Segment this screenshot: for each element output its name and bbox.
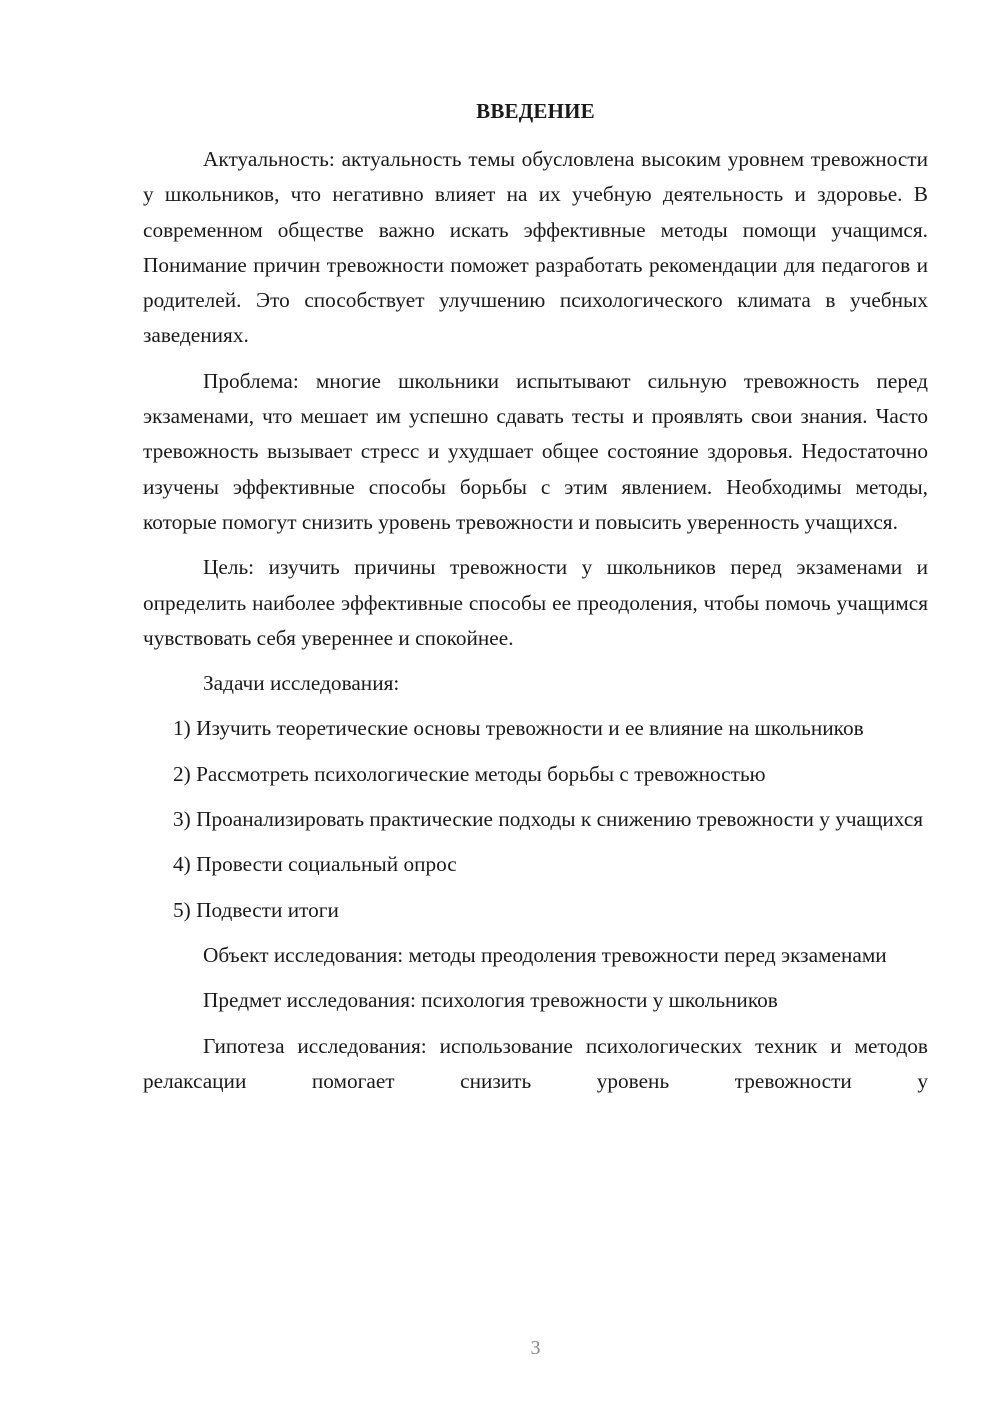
task-item: 2) Рассмотреть психологические методы борьбы с тревожностью (173, 761, 766, 786)
task-item: 3) Проанализировать практические подходы к снижению тревожности у учащихся (173, 807, 924, 832)
document-page (143, 0, 928, 1414)
problem-paragraph: Проблема: многие школьники испытывают сильную тревожность перед экзаменами, что мешает им успешно сдавать тесты и проявлять свои знания. Часто тревожность вызывает стресс и ухудшает общее состояние здоровья. Недостаточно изучены эффективные способы борьбы с этим явлением. Необходимы методы, которые помогут снизить уровень тревожности и повысить уверенность учащихся. (143, 368, 928, 534)
document-body (143, 142, 928, 1109)
goal-paragraph: Цель: изучить причины тревожности у школьников перед экзаменами и определить наиболее эффективные способы ее преодоления, чтобы помочь учащимся чувствовать себя увереннее и спокойнее. (143, 555, 928, 650)
task-item: 1) Изучить теоретические основы тревожности и ее влияние на школьников (173, 716, 864, 741)
object-paragraph: Объект исследования: методы преодоления тревожности перед экзаменами (203, 942, 887, 967)
tasks-heading: Задачи исследования: (203, 671, 400, 696)
page-number: 3 (530, 1337, 541, 1359)
section-title: ВВЕДЕНИЕ (476, 99, 595, 123)
task-item: 4) Провести социальный опрос (173, 852, 457, 877)
task-item: 5) Подвести итоги (173, 897, 339, 922)
hypothesis-paragraph: Гипотеза исследования: использование психологических техник и методов релаксации помогает снизить уровень тревожности у (143, 1033, 928, 1093)
relevance-paragraph: Актуальность: актуальность темы обусловлена высоким уровнем тревожности у школьников, что негативно влияет на их учебную деятельность и здоровье. В современном обществе важно искать эффективные методы помощи учащимся. Понимание причин тревожности поможет разработать рекомендации для педагогов и родителей. Это способствует улучшению психологического климата в учебных заведениях. (143, 147, 928, 348)
subject-paragraph: Предмет исследования: психология тревожности у школьников (203, 988, 778, 1013)
